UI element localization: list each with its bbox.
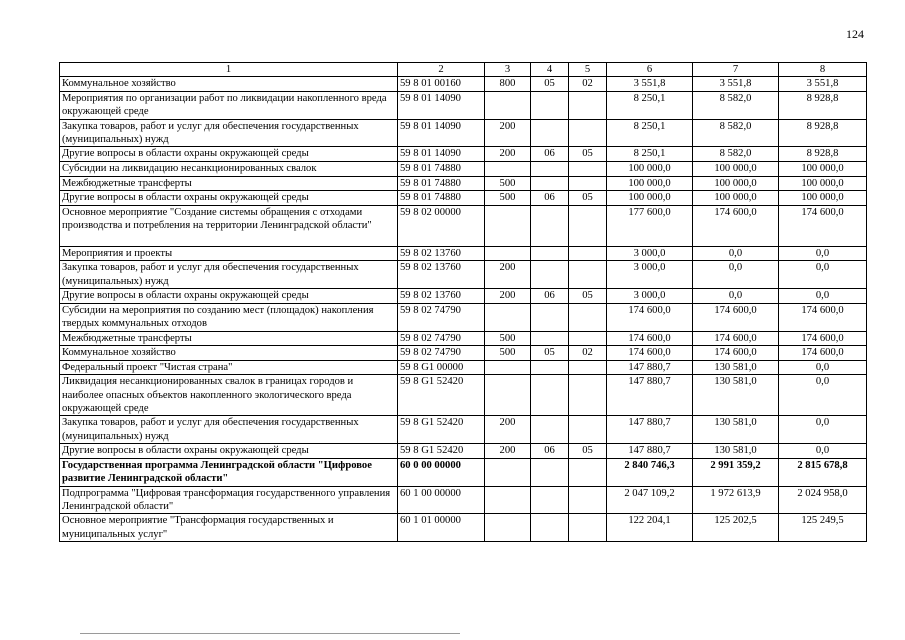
row-expense-type-cell [485, 91, 531, 119]
table-row [60, 346, 867, 361]
row-code-cell: 59 8 01 74880 [398, 161, 485, 176]
row-value-cell: 130 581,0 [693, 416, 779, 444]
row-name-cell: Закупка товаров, работ и услуг для обеспечения государственных (муниципальных) нужд [60, 416, 398, 444]
row-value-cell: 100 000,0 [693, 191, 779, 206]
row-value-cell: 125 249,5 [779, 514, 867, 542]
row-value-cell: 100 000,0 [779, 176, 867, 191]
table-row [60, 191, 867, 206]
row-name-cell: Основное мероприятие "Создание системы обращения с отходами производства и потребления на территории Ленинградской области" [60, 205, 398, 246]
row-name-cell: Другие вопросы в области охраны окружающей среды [60, 444, 398, 459]
column-header: 1 [60, 63, 398, 77]
row-value-cell: 147 880,7 [607, 416, 693, 444]
row-section-cell [531, 331, 569, 346]
row-code-cell: 59 8 02 74790 [398, 331, 485, 346]
row-section-cell [531, 161, 569, 176]
row-code-cell: 59 8 01 14090 [398, 119, 485, 147]
row-code-cell: 59 8 01 14090 [398, 147, 485, 162]
table-row [60, 416, 867, 444]
row-code-cell: 59 8 01 14090 [398, 91, 485, 119]
row-subsection-cell: 05 [569, 191, 607, 206]
table-row [60, 331, 867, 346]
row-value-cell: 147 880,7 [607, 444, 693, 459]
row-expense-type-cell [485, 486, 531, 514]
row-code-cell: 59 8 01 74880 [398, 191, 485, 206]
row-value-cell: 0,0 [779, 289, 867, 304]
row-section-cell: 06 [531, 289, 569, 304]
row-section-cell: 05 [531, 346, 569, 361]
row-code-cell: 60 0 00 00000 [398, 458, 485, 486]
row-expense-type-cell [485, 246, 531, 261]
header-row [60, 63, 867, 77]
row-section-cell: 06 [531, 147, 569, 162]
row-subsection-cell [569, 458, 607, 486]
row-code-cell: 59 8 G1 52420 [398, 375, 485, 416]
row-name-cell: Подпрограмма "Цифровая трансформация государственного управления Ленинградской области" [60, 486, 398, 514]
table-row [60, 205, 867, 246]
row-code-cell: 59 8 02 13760 [398, 246, 485, 261]
row-code-cell: 59 8 02 00000 [398, 205, 485, 246]
row-value-cell: 100 000,0 [693, 176, 779, 191]
row-subsection-cell [569, 176, 607, 191]
row-value-cell: 125 202,5 [693, 514, 779, 542]
row-code-cell: 59 8 02 74790 [398, 346, 485, 361]
row-value-cell: 174 600,0 [607, 331, 693, 346]
table-row [60, 161, 867, 176]
row-value-cell: 174 600,0 [779, 331, 867, 346]
budget-table [59, 62, 867, 542]
row-expense-type-cell [485, 161, 531, 176]
row-name-cell: Другие вопросы в области охраны окружающей среды [60, 289, 398, 304]
row-value-cell: 8 928,8 [779, 91, 867, 119]
row-code-cell: 60 1 00 00000 [398, 486, 485, 514]
row-value-cell: 0,0 [779, 375, 867, 416]
table-row [60, 176, 867, 191]
row-value-cell: 100 000,0 [779, 161, 867, 176]
row-value-cell: 0,0 [779, 416, 867, 444]
row-value-cell: 174 600,0 [779, 346, 867, 361]
row-subsection-cell [569, 360, 607, 375]
row-value-cell: 100 000,0 [779, 191, 867, 206]
row-value-cell: 8 928,8 [779, 147, 867, 162]
row-value-cell: 0,0 [779, 444, 867, 459]
row-value-cell: 2 815 678,8 [779, 458, 867, 486]
row-name-cell: Ликвидация несанкционированных свалок в границах городов и наиболее опасных объектов накопленного экологического вреда окружающей среде [60, 375, 398, 416]
row-value-cell: 174 600,0 [779, 303, 867, 331]
row-name-cell: Закупка товаров, работ и услуг для обеспечения государственных (муниципальных) нужд [60, 261, 398, 289]
row-section-cell [531, 360, 569, 375]
table-row [60, 303, 867, 331]
row-name-cell: Субсидии на мероприятия по созданию мест (площадок) накопления твердых коммунальных отходов [60, 303, 398, 331]
table-row [60, 486, 867, 514]
row-subsection-cell [569, 514, 607, 542]
row-section-cell [531, 303, 569, 331]
row-value-cell: 0,0 [693, 246, 779, 261]
row-value-cell: 174 600,0 [607, 346, 693, 361]
table-row [60, 360, 867, 375]
row-name-cell: Федеральный проект "Чистая страна" [60, 360, 398, 375]
row-value-cell: 3 551,8 [607, 77, 693, 92]
row-code-cell: 59 8 G1 00000 [398, 360, 485, 375]
row-code-cell: 59 8 01 74880 [398, 176, 485, 191]
row-value-cell: 130 581,0 [693, 360, 779, 375]
row-subsection-cell: 02 [569, 346, 607, 361]
row-expense-type-cell: 200 [485, 416, 531, 444]
row-section-cell [531, 176, 569, 191]
row-section-cell [531, 514, 569, 542]
table-row [60, 375, 867, 416]
row-value-cell: 174 600,0 [693, 303, 779, 331]
table-row [60, 261, 867, 289]
row-subsection-cell [569, 261, 607, 289]
table-row [60, 77, 867, 92]
table-row [60, 91, 867, 119]
row-subsection-cell [569, 486, 607, 514]
row-value-cell: 0,0 [693, 289, 779, 304]
column-header: 2 [398, 63, 485, 77]
row-expense-type-cell [485, 205, 531, 246]
row-subsection-cell: 05 [569, 147, 607, 162]
row-value-cell: 1 972 613,9 [693, 486, 779, 514]
row-subsection-cell [569, 246, 607, 261]
row-subsection-cell [569, 416, 607, 444]
row-value-cell: 8 250,1 [607, 91, 693, 119]
row-name-cell: Другие вопросы в области охраны окружающей среды [60, 147, 398, 162]
row-expense-type-cell: 800 [485, 77, 531, 92]
row-code-cell: 59 8 02 13760 [398, 261, 485, 289]
row-expense-type-cell [485, 375, 531, 416]
row-name-cell: Закупка товаров, работ и услуг для обеспечения государственных (муниципальных) нужд [60, 119, 398, 147]
row-value-cell: 2 024 958,0 [779, 486, 867, 514]
table-row [60, 458, 867, 486]
row-subsection-cell [569, 161, 607, 176]
row-expense-type-cell [485, 514, 531, 542]
row-name-cell: Коммунальное хозяйство [60, 346, 398, 361]
column-header: 4 [531, 63, 569, 77]
row-value-cell: 2 991 359,2 [693, 458, 779, 486]
row-subsection-cell: 05 [569, 289, 607, 304]
table-row [60, 444, 867, 459]
row-expense-type-cell: 200 [485, 147, 531, 162]
row-expense-type-cell: 500 [485, 331, 531, 346]
row-value-cell: 3 551,8 [693, 77, 779, 92]
row-value-cell: 100 000,0 [607, 161, 693, 176]
row-subsection-cell [569, 205, 607, 246]
row-value-cell: 174 600,0 [693, 331, 779, 346]
row-subsection-cell: 02 [569, 77, 607, 92]
row-subsection-cell [569, 331, 607, 346]
row-subsection-cell [569, 91, 607, 119]
row-expense-type-cell: 500 [485, 346, 531, 361]
row-value-cell: 130 581,0 [693, 444, 779, 459]
row-expense-type-cell: 200 [485, 261, 531, 289]
row-value-cell: 174 600,0 [693, 205, 779, 246]
row-expense-type-cell: 200 [485, 444, 531, 459]
row-expense-type-cell [485, 303, 531, 331]
row-section-cell [531, 119, 569, 147]
row-section-cell [531, 486, 569, 514]
row-expense-type-cell: 200 [485, 289, 531, 304]
row-section-cell [531, 205, 569, 246]
row-name-cell: Другие вопросы в области охраны окружающей среды [60, 191, 398, 206]
row-name-cell: Основное мероприятие "Трансформация государственных и муниципальных услуг" [60, 514, 398, 542]
row-section-cell [531, 375, 569, 416]
column-header: 6 [607, 63, 693, 77]
row-subsection-cell [569, 119, 607, 147]
row-name-cell: Межбюджетные трансферты [60, 331, 398, 346]
row-value-cell: 174 600,0 [779, 205, 867, 246]
row-value-cell: 0,0 [693, 261, 779, 289]
row-value-cell: 3 000,0 [607, 289, 693, 304]
row-code-cell: 59 8 G1 52420 [398, 416, 485, 444]
row-section-cell [531, 261, 569, 289]
row-name-cell: Коммунальное хозяйство [60, 77, 398, 92]
row-expense-type-cell [485, 360, 531, 375]
row-value-cell: 122 204,1 [607, 514, 693, 542]
table-row [60, 514, 867, 542]
row-subsection-cell [569, 375, 607, 416]
table-row [60, 147, 867, 162]
row-name-cell: Мероприятия и проекты [60, 246, 398, 261]
row-code-cell: 60 1 01 00000 [398, 514, 485, 542]
row-value-cell: 3 000,0 [607, 261, 693, 289]
row-value-cell: 100 000,0 [607, 176, 693, 191]
row-section-cell [531, 246, 569, 261]
row-value-cell: 3 000,0 [607, 246, 693, 261]
row-value-cell: 8 582,0 [693, 147, 779, 162]
row-section-cell: 06 [531, 444, 569, 459]
row-code-cell: 59 8 02 13760 [398, 289, 485, 304]
row-name-cell: Межбюджетные трансферты [60, 176, 398, 191]
row-section-cell [531, 416, 569, 444]
table-row [60, 119, 867, 147]
row-expense-type-cell: 200 [485, 119, 531, 147]
row-value-cell: 147 880,7 [607, 360, 693, 375]
row-value-cell: 2 840 746,3 [607, 458, 693, 486]
page-number: 124 [846, 27, 864, 41]
row-value-cell: 177 600,0 [607, 205, 693, 246]
row-expense-type-cell [485, 458, 531, 486]
row-value-cell: 147 880,7 [607, 375, 693, 416]
row-name-cell: Государственная программа Ленинградской области "Цифровое развитие Ленинградской области" [60, 458, 398, 486]
column-header: 5 [569, 63, 607, 77]
row-name-cell: Мероприятия по организации работ по ликвидации накопленного вреда окружающей среде [60, 91, 398, 119]
row-value-cell: 130 581,0 [693, 375, 779, 416]
row-value-cell: 0,0 [779, 246, 867, 261]
row-code-cell: 59 8 02 74790 [398, 303, 485, 331]
row-value-cell: 8 250,1 [607, 119, 693, 147]
row-section-cell [531, 458, 569, 486]
row-code-cell: 59 8 01 00160 [398, 77, 485, 92]
row-value-cell: 8 582,0 [693, 91, 779, 119]
row-section-cell: 05 [531, 77, 569, 92]
column-header: 8 [779, 63, 867, 77]
page-bottom-rule [80, 633, 460, 634]
row-code-cell: 59 8 G1 52420 [398, 444, 485, 459]
row-value-cell: 2 047 109,2 [607, 486, 693, 514]
column-header: 7 [693, 63, 779, 77]
row-expense-type-cell: 500 [485, 191, 531, 206]
table-row [60, 246, 867, 261]
row-value-cell: 0,0 [779, 360, 867, 375]
row-value-cell: 3 551,8 [779, 77, 867, 92]
row-value-cell: 8 928,8 [779, 119, 867, 147]
row-value-cell: 100 000,0 [693, 161, 779, 176]
column-header: 3 [485, 63, 531, 77]
row-name-cell: Субсидии на ликвидацию несанкционированных свалок [60, 161, 398, 176]
row-value-cell: 174 600,0 [607, 303, 693, 331]
row-value-cell: 0,0 [779, 261, 867, 289]
row-expense-type-cell: 500 [485, 176, 531, 191]
row-subsection-cell [569, 303, 607, 331]
row-section-cell: 06 [531, 191, 569, 206]
table-row [60, 289, 867, 304]
row-value-cell: 8 250,1 [607, 147, 693, 162]
row-value-cell: 100 000,0 [607, 191, 693, 206]
row-subsection-cell: 05 [569, 444, 607, 459]
row-value-cell: 174 600,0 [693, 346, 779, 361]
row-value-cell: 8 582,0 [693, 119, 779, 147]
table-body [60, 77, 867, 542]
row-section-cell [531, 91, 569, 119]
